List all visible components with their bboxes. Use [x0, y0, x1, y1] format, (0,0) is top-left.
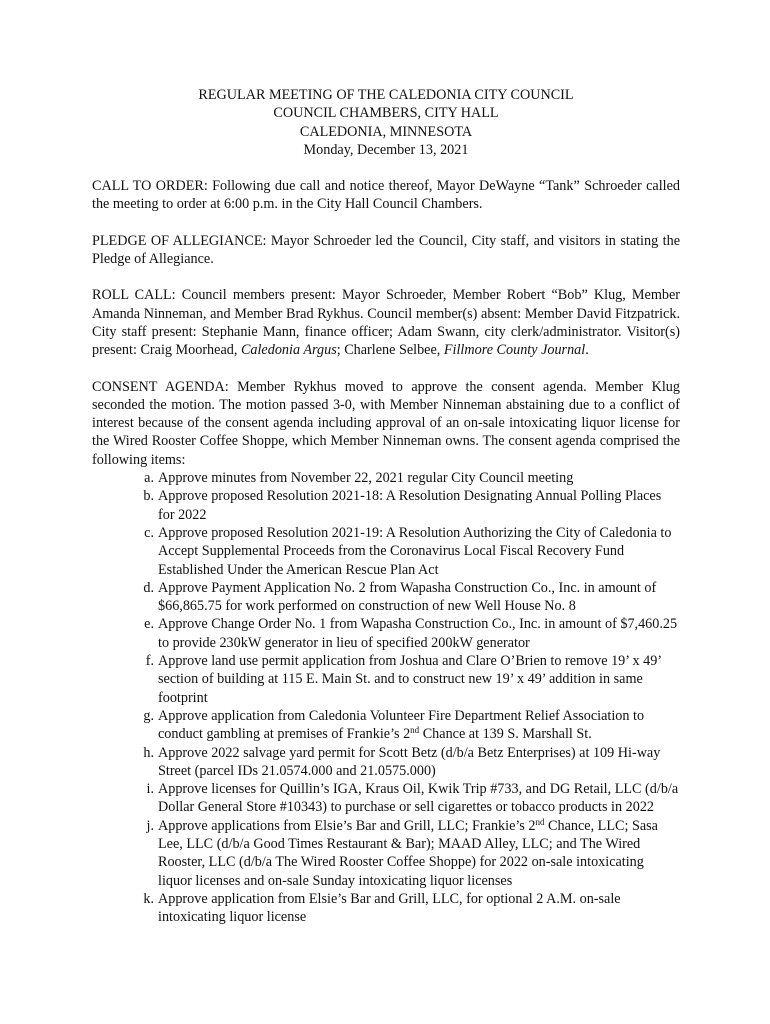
- ordinal-suffix: nd: [535, 816, 545, 827]
- ordinal-suffix: nd: [410, 725, 420, 736]
- item-text: Approve 2022 salvage yard permit for Scott Betz (d/b/a Betz Enterprises) at 109 Hi-way Street (parcel IDs 21.0574.000 and 21.0575.000): [158, 744, 661, 779]
- header-date: Monday, December 13, 2021: [303, 141, 469, 158]
- item-text-pre: Approve applications from Elsie’s Bar and Grill, LLC; Frankie’s 2: [158, 817, 536, 834]
- item-text: Approve proposed Resolution 2021-18: A Resolution Designating Annual Polling Places for 2022: [158, 488, 662, 523]
- list-item: [92, 652, 680, 707]
- item-label: c.: [144, 524, 154, 541]
- document-page: [92, 86, 680, 926]
- roll-call-mid: ; Charlene Selbee,: [336, 342, 444, 359]
- list-item: [92, 487, 680, 524]
- header-location: COUNCIL CHAMBERS, CITY HALL: [273, 105, 499, 122]
- item-label: f.: [145, 653, 154, 670]
- item-text: Approve Change Order No. 1 from Wapasha Construction Co., Inc. in amount of $7,460.25 to provide 230kW generator in lieu of specified 200kW generator: [158, 616, 678, 651]
- pledge-paragraph: PLEDGE OF ALLEGIANCE: Mayor Schroeder led the Council, City staff, and visitors in stating the Pledge of Allegiance.: [92, 232, 680, 268]
- consent-agenda-list: [92, 469, 680, 926]
- list-item: [92, 579, 680, 616]
- item-label: i.: [146, 781, 154, 798]
- item-text: Approve Payment Application No. 2 from Wapasha Construction Co., Inc. in amount of $66,865.75 for work performed on construction of new Well House No. 8: [158, 579, 657, 615]
- item-label: e.: [144, 616, 154, 633]
- item-text-post: Chance, LLC; Sasa Lee, LLC (d/b/a Good Times Restaurant & Bar); MAAD Alley, LLC; and The Wired Rooster, LLC (d/b/a The Wired Rooster Coffee Shoppe) for 2022 on-sale intoxicating liquor licenses and on-sale Sunday intoxicating liquor licenses: [158, 817, 658, 889]
- item-text: Approve application from Elsie’s Bar and Grill, LLC, for optional 2 A.M. on-sale intoxicating liquor license: [158, 890, 621, 926]
- item-text: Approve licenses for Quillin’s IGA, Kraus Oil, Kwik Trip #733, and DG Retail, LLC (d/b/a Dollar General Store #10343) to purchase or sell cigarettes or tobacco products in 2022: [158, 781, 679, 816]
- item-text-pre: Approve application from Caledonia Volunteer Fire Department Relief Association to conduct gambling at premises of Frankie’s 2: [158, 707, 645, 743]
- call-to-order-paragraph: CALL TO ORDER: Following due call and notice thereof, Mayor DeWayne “Tank” Schroeder called the meeting to order at 6:00 p.m. in the City Hall Council Chambers.: [92, 178, 680, 213]
- list-item: [92, 615, 680, 652]
- list-item: [92, 780, 680, 817]
- list-item: [92, 524, 680, 579]
- roll-call-text: ROLL CALL: Council members present: Mayor Schroeder, Member Robert “Bob” Klug, Member Amanda Ninneman, and Member Brad Rykhus. Council member(s) absent: Member David Fitzpatrick. City staff present: Stephanie Mann, finance officer; Adam Swann, city clerk/administrator. Visitor(s) present: Craig Moorhead,: [92, 287, 680, 359]
- item-text: Approve land use permit application from Joshua and Clare O’Brien to remove 19’ x 49’ section of building at 115 E. Main St. and to construct new 19’ x 49’ addition in same footprint: [158, 653, 661, 706]
- item-label: k.: [143, 890, 154, 907]
- list-item: [92, 817, 680, 890]
- item-text-post: Chance at 139 S. Marshall St.: [419, 726, 592, 743]
- list-item: [92, 890, 680, 927]
- item-label: j.: [146, 817, 154, 834]
- item-label: h.: [143, 744, 154, 761]
- list-item: [92, 707, 680, 744]
- item-label: b.: [143, 488, 154, 505]
- meeting-header: [92, 86, 680, 159]
- publication-journal: Fillmore County Journal: [443, 342, 586, 359]
- roll-call-paragraph: [92, 286, 680, 359]
- item-text: Approve minutes from November 22, 2021 regular City Council meeting: [158, 470, 574, 487]
- publication-argus: Caledonia Argus: [240, 342, 337, 359]
- header-city: CALEDONIA, MINNESOTA: [299, 123, 473, 140]
- item-text: Approve proposed Resolution 2021-19: A Resolution Authorizing the City of Caledonia to Accept Supplemental Proceeds from the Coronavirus Local Fiscal Recovery Fund Established Under the American Rescue Plan Act: [158, 524, 672, 578]
- roll-call-end: .: [585, 342, 589, 359]
- item-label: d.: [143, 579, 154, 596]
- header-title: REGULAR MEETING OF THE CALEDONIA CITY COUNCIL: [198, 87, 574, 103]
- item-label: a.: [144, 470, 154, 487]
- item-label: g.: [143, 707, 154, 724]
- consent-agenda-paragraph: CONSENT AGENDA: Member Rykhus moved to approve the consent agenda. Member Klug seconded the motion. The motion passed 3-0, with Member Ninneman abstaining due to a conflict of interest because of the consent agenda including approval of an on-sale intoxicating liquor license for the Wired Rooster Coffee Shoppe, which Member Ninneman owns. The consent agenda comprised the following items:: [92, 378, 680, 468]
- list-item: [92, 744, 680, 781]
- list-item: [92, 469, 680, 487]
